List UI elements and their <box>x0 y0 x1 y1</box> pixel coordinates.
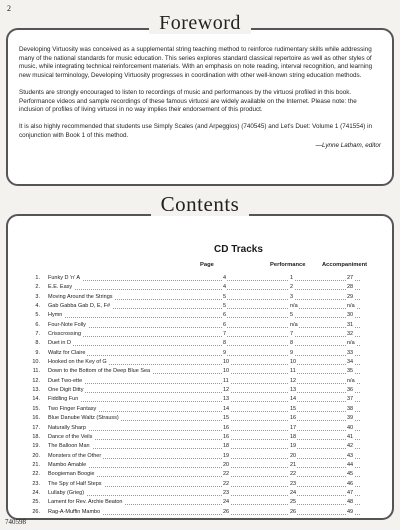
table-row <box>30 349 360 358</box>
row-number: 12. <box>32 377 40 384</box>
row-title: Funky D 'n' A <box>48 274 82 283</box>
dot-leader <box>48 395 360 402</box>
table-row <box>30 498 360 507</box>
row-number: 1. <box>35 275 40 281</box>
table-row <box>30 377 360 386</box>
row-performance-track: n/a <box>289 321 299 330</box>
row-number: 21. <box>32 461 40 468</box>
dot-leader <box>48 489 360 496</box>
row-page: 12 <box>222 386 230 395</box>
table-row <box>30 433 360 442</box>
row-accompaniment-track: 49 <box>346 508 354 517</box>
row-title: Crisscrossing <box>48 330 83 339</box>
row-accompaniment-track: 45 <box>346 470 354 479</box>
table-row <box>30 302 360 311</box>
row-title: Hooked on the Key of G <box>48 358 109 367</box>
row-page: 4 <box>222 274 227 283</box>
row-accompaniment-track: 31 <box>346 321 354 330</box>
row-page: 23 <box>222 489 230 498</box>
row-performance-track: 5 <box>289 311 294 320</box>
row-number: 5. <box>35 312 40 319</box>
row-page: 22 <box>222 470 230 479</box>
row-accompaniment-track: 46 <box>346 480 354 489</box>
row-number: 14. <box>32 396 40 403</box>
row-performance-track: 9 <box>289 349 294 358</box>
foreword-paragraph-2: Students are strongly encouraged to listen to recordings of music and performances by the virtuosi profiled in this book. Performance videos and sample recordings of these famous virtuosi are widely available on the Internet. Please note: the inclusion of profiles of living virtuosi in no way implies their endorsement of this product. <box>19 88 357 114</box>
row-performance-track: 14 <box>289 395 297 404</box>
table-row <box>30 452 360 461</box>
row-page: 11 <box>222 377 230 386</box>
row-performance-track: 2 <box>289 283 294 292</box>
table-row <box>30 461 360 470</box>
row-performance-track: 25 <box>289 498 297 507</box>
row-performance-track: 26 <box>289 508 297 517</box>
page-number: 2 <box>7 4 11 13</box>
row-title: Hymn <box>48 311 64 320</box>
row-number: 15. <box>32 405 40 412</box>
row-page: 8 <box>222 339 227 348</box>
row-page: 16 <box>222 424 230 433</box>
row-page: 7 <box>222 330 227 339</box>
table-row <box>30 414 360 423</box>
column-header-page: Page <box>200 262 214 268</box>
row-title: Dance of the Veils <box>48 433 94 442</box>
row-page: 22 <box>222 480 230 489</box>
row-performance-track: 1 <box>289 274 294 283</box>
table-of-contents <box>30 274 360 517</box>
table-row <box>30 424 360 433</box>
row-page: 10 <box>222 358 230 367</box>
dot-leader <box>48 461 360 468</box>
table-row <box>30 330 360 339</box>
row-title: One Digit Ditty <box>48 386 85 395</box>
row-performance-track: 11 <box>289 367 297 376</box>
table-row <box>30 321 360 330</box>
foreword-signature: —Lynne Latham, editor <box>315 142 381 150</box>
dot-leader <box>48 330 360 337</box>
row-performance-track: 20 <box>289 452 297 461</box>
row-accompaniment-track: 32 <box>346 330 354 339</box>
row-page: 13 <box>222 395 230 404</box>
row-number: 11. <box>32 368 40 375</box>
row-page: 16 <box>222 433 230 442</box>
row-page: 4 <box>222 283 227 292</box>
row-accompaniment-track: 38 <box>346 405 354 414</box>
row-page: 18 <box>222 442 230 451</box>
row-title: Mambo Amable <box>48 461 88 470</box>
row-number: 18. <box>32 433 40 440</box>
dot-leader <box>48 339 360 346</box>
row-title: Rag-A-Muffin Mambo <box>48 508 102 517</box>
row-number: 16. <box>32 415 40 422</box>
foreword-panel <box>6 28 394 186</box>
row-accompaniment-track: 27 <box>346 274 354 283</box>
row-page: 20 <box>222 461 230 470</box>
row-title: Down to the Bottom of the Deep Blue Sea <box>48 367 152 376</box>
row-title: Monsters of the Other <box>48 452 103 461</box>
row-page: 6 <box>222 321 227 330</box>
row-accompaniment-track: 41 <box>346 433 354 442</box>
row-performance-track: 12 <box>289 377 297 386</box>
row-accompaniment-track: 30 <box>346 311 354 320</box>
row-accompaniment-track: 35 <box>346 367 354 376</box>
row-title: Four-Note Folly <box>48 321 88 330</box>
row-performance-track: 19 <box>289 442 297 451</box>
row-number: 17. <box>32 424 40 431</box>
row-page: 24 <box>222 498 230 507</box>
row-performance-track: 18 <box>289 433 297 442</box>
row-performance-track: 23 <box>289 480 297 489</box>
table-row <box>30 405 360 414</box>
row-number: 2. <box>35 284 40 291</box>
row-performance-track: 17 <box>289 424 297 433</box>
row-title: Blue Danube Waltz (Strauss) <box>48 414 121 423</box>
row-performance-track: 16 <box>289 414 297 423</box>
catalog-code: 740598 <box>5 518 26 526</box>
dot-leader <box>48 424 360 431</box>
row-title: Fiddling Fun <box>48 395 80 404</box>
row-number: 4. <box>35 303 40 310</box>
row-number: 20. <box>32 452 40 459</box>
row-number: 8. <box>35 340 40 347</box>
dot-leader <box>48 321 360 328</box>
row-number: 22. <box>32 471 40 478</box>
row-page: 9 <box>222 349 227 358</box>
row-number: 3. <box>35 293 40 300</box>
row-page: 6 <box>222 311 227 320</box>
dot-leader <box>48 283 360 290</box>
row-accompaniment-track: 39 <box>346 414 354 423</box>
row-number: 19. <box>32 443 40 450</box>
dot-leader <box>48 386 360 393</box>
row-accompaniment-track: 36 <box>346 386 354 395</box>
row-title: Gab Gabba Gab D, E, F# <box>48 302 112 311</box>
row-page: 15 <box>222 414 230 423</box>
row-performance-track: 7 <box>289 330 294 339</box>
row-accompaniment-track: 29 <box>346 293 354 302</box>
table-row <box>30 442 360 451</box>
row-performance-track: 24 <box>289 489 297 498</box>
row-title: Two Finger Fantasy <box>48 405 98 414</box>
row-page: 5 <box>222 302 227 311</box>
row-performance-track: 10 <box>289 358 297 367</box>
row-accompaniment-track: 37 <box>346 395 354 404</box>
row-title: Naturally Sharp <box>48 424 88 433</box>
table-row <box>30 489 360 498</box>
foreword-paragraph-3: It is also highly recommended that students use Simply Scales (and Arpeggios) (740545) and Let's Duet: Volume 1 (741554) in conjunction with Book 1 of this method. <box>19 122 372 139</box>
row-title: Waltz for Claire <box>48 349 87 358</box>
row-accompaniment-track: 42 <box>346 442 354 451</box>
table-row <box>30 508 360 517</box>
row-page: 5 <box>222 293 227 302</box>
table-row <box>30 293 360 302</box>
row-accompaniment-track: 44 <box>346 461 354 470</box>
foreword-paragraph-1: Developing Virtuosity was conceived as a supplemental string teaching method to reinforce rudimentary skills while addressing many of the national standards for music education. This series explores standard classical repertoire as well as other styles of music, while integrating technical reinforcement materials. With an emphasis on note reading, interval recognition, and learning new musical terminology, Developing Virtuosity progresses in coordination with other well-known string education methods. <box>19 46 373 80</box>
foreword-title: Foreword <box>0 12 400 35</box>
table-row <box>30 395 360 404</box>
row-page: 26 <box>222 508 230 517</box>
row-number: 24. <box>32 489 40 496</box>
row-number: 10. <box>32 359 40 366</box>
row-performance-track: n/a <box>289 302 299 311</box>
row-performance-track: 21 <box>289 461 297 470</box>
table-row <box>30 386 360 395</box>
table-row <box>30 274 360 283</box>
row-accompaniment-track: 40 <box>346 424 354 433</box>
table-row <box>30 367 360 376</box>
contents-title: Contents <box>0 192 400 217</box>
row-number: 25. <box>32 499 40 506</box>
row-number: 13. <box>32 387 40 394</box>
row-accompaniment-track: 48 <box>346 498 354 507</box>
row-performance-track: 8 <box>289 339 294 348</box>
table-row <box>30 311 360 320</box>
row-number: 23. <box>32 480 40 487</box>
table-row <box>30 470 360 479</box>
dot-leader <box>48 349 360 356</box>
row-title: The Balloon Man <box>48 442 92 451</box>
row-accompaniment-track: n/a <box>346 377 356 386</box>
row-performance-track: 13 <box>289 386 297 395</box>
row-page: 14 <box>222 405 230 414</box>
column-header-accompaniment: Accompaniment <box>322 262 368 268</box>
cd-tracks-heading: CD Tracks <box>214 244 263 255</box>
row-page: 10 <box>222 367 230 376</box>
row-number: 26. <box>32 508 40 515</box>
row-accompaniment-track: 28 <box>346 283 354 292</box>
row-accompaniment-track: n/a <box>346 339 356 348</box>
row-number: 9. <box>35 349 40 356</box>
row-title: Boogieman Boogie <box>48 470 96 479</box>
row-accompaniment-track: 43 <box>346 452 354 461</box>
table-row <box>30 358 360 367</box>
row-number: 6. <box>35 321 40 328</box>
row-page: 19 <box>222 452 230 461</box>
table-row <box>30 339 360 348</box>
row-title: Moving Around the Strings <box>48 293 115 302</box>
dot-leader <box>48 377 360 384</box>
row-accompaniment-track: 34 <box>346 358 354 367</box>
row-title: Duet in D <box>48 339 73 348</box>
row-title: Lament for Rev. Archie Beaton <box>48 498 125 507</box>
row-title: Duet Two-ette <box>48 377 84 386</box>
dot-leader <box>48 442 360 449</box>
table-row <box>30 480 360 489</box>
row-accompaniment-track: n/a <box>346 302 356 311</box>
table-row <box>30 283 360 292</box>
column-header-performance: Performance <box>270 262 306 268</box>
row-performance-track: 15 <box>289 405 297 414</box>
row-title: E.E. Easy <box>48 283 74 292</box>
row-accompaniment-track: 33 <box>346 349 354 358</box>
row-title: The Spy of Half Steps <box>48 480 104 489</box>
row-accompaniment-track: 47 <box>346 489 354 498</box>
row-performance-track: 22 <box>289 470 297 479</box>
row-number: 7. <box>35 331 40 338</box>
row-title: Lullaby (Grieg) <box>48 489 86 498</box>
row-performance-track: 3 <box>289 293 294 302</box>
dot-leader <box>48 433 360 440</box>
dot-leader <box>48 274 360 281</box>
dot-leader <box>48 311 360 318</box>
